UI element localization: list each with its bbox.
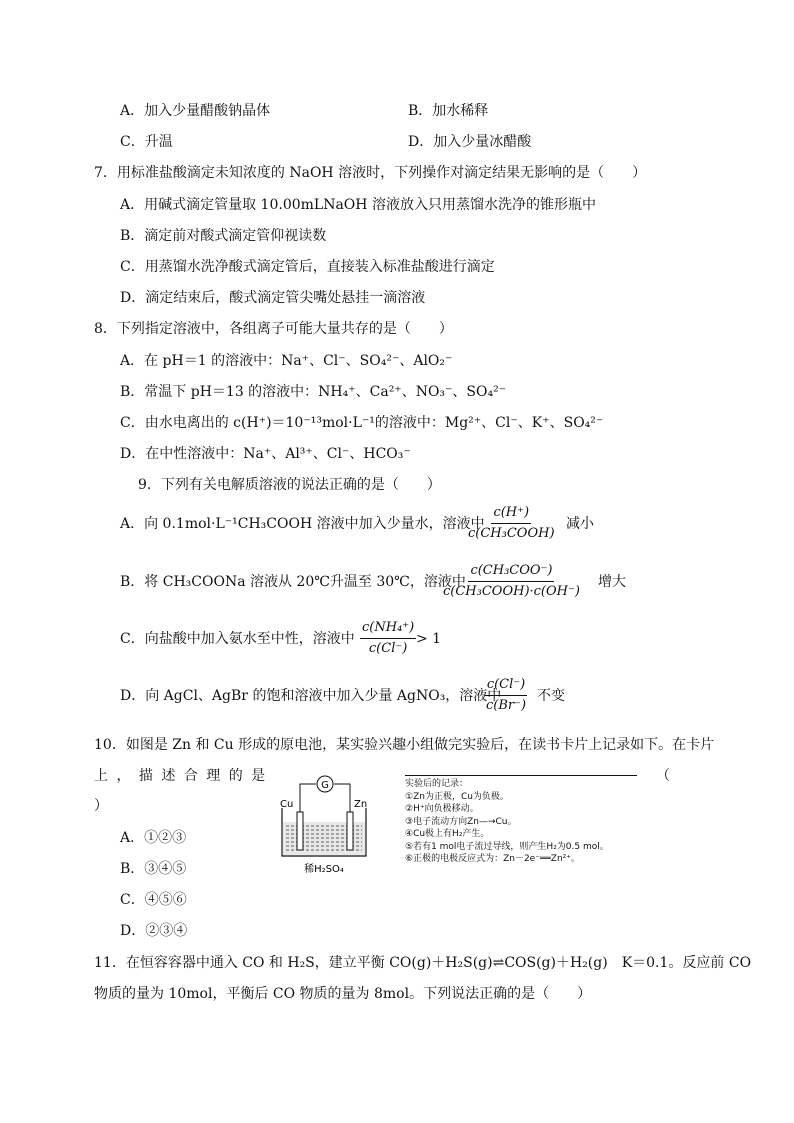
q10-stem-line2: 上 ， 描 述 合 理 的 是 [94, 768, 268, 784]
q9-b-fraction [441, 562, 582, 601]
q9-c-denominator: c(Cl⁻) [368, 641, 408, 656]
q9-option-b-suffix: 增大 [598, 574, 626, 590]
q7-option-a: A．用碱式滴定管量取 10.00mLNaOH 溶液放入只用蒸馏水洗净的锥形瓶中 [120, 197, 596, 213]
solution-label: 稀H₂SO₄ [304, 864, 344, 875]
q7-option-d: D．滴定结束后，酸式滴定管尖嘴处悬挂一滴溶液 [120, 290, 426, 306]
q9-stem: 9．下列有关电解质溶液的说法正确的是（ ） [138, 477, 441, 493]
q9-option-c-text: C．向盐酸中加入氨水至中性，溶液中 [120, 631, 355, 647]
q6-option-d: D．加入少量冰醋酸 [408, 134, 532, 150]
q9-a-fraction [466, 504, 557, 543]
q9-d-numerator: c(Cl⁻) [485, 676, 527, 696]
record-item: ④Cu极上有H₂产生。 [405, 829, 490, 839]
cu-electrode-label: Cu [280, 799, 294, 810]
q9-b-numerator: c(CH₃COO⁻) [468, 562, 554, 582]
q9-option-d-suffix: 不变 [537, 688, 565, 704]
q6-option-b: B．加水稀释 [408, 103, 489, 119]
q10-paren-open: （ [656, 768, 670, 784]
zn-electrode-label: Zn [354, 799, 368, 810]
record-item: ⑤若有1 mol电子流过导线，则产生H₂为0.5 mol。 [405, 841, 609, 852]
q6-option-c: C．升温 [120, 134, 173, 150]
q10-paren-close: ） [94, 798, 108, 814]
q10-stem-line1: 10．如图是 Zn 和 Cu 形成的原电池，某实验兴趣小组做完实验后，在读书卡片上记录如下。在卡片 [94, 737, 715, 753]
record-title: 实验后的记录： [405, 779, 469, 789]
q9-c-numerator: c(NH₄⁺) [360, 619, 416, 639]
galvanometer-label: G [321, 780, 329, 791]
q8-option-d: D．在中性溶液中：Na⁺、Al³⁺、Cl⁻、HCO₃⁻ [120, 446, 411, 462]
q8-option-b: B．常温下 pH＝13 的溶液中：NH₄⁺、Ca²⁺、NO₃⁻、SO₄²⁻ [120, 384, 507, 400]
q11-line2: 物质的量为 10mol，平衡后 CO 物质的量为 8mol。下列说法正确的是（ ） [94, 986, 592, 1002]
experiment-record-card [405, 775, 637, 866]
q9-a-denominator: c(CH₃COOH) [468, 526, 555, 541]
q7-option-b: B．滴定前对酸式滴定管仰视读数 [120, 228, 327, 244]
q9-option-a-suffix: 减小 [566, 516, 594, 532]
record-item: ⑥正极的电极反应式为：Zn－2e⁻══Zn²⁺。 [405, 854, 581, 864]
q9-b-denominator: c(CH₃COOH)·c(OH⁻) [443, 584, 580, 599]
q9-a-numerator: c(H⁺) [491, 504, 531, 524]
q9-d-fraction [484, 676, 528, 715]
q8-option-a: A．在 pH＝1 的溶液中：Na⁺、Cl⁻、SO₄²⁻、AlO₂⁻ [120, 353, 453, 369]
q10-option-c: C．④⑤⑥ [120, 892, 187, 908]
q6-option-a: A．加入少量醋酸钠晶体 [120, 103, 271, 119]
q7-stem: 7．用标准盐酸滴定未知浓度的 NaOH 溶液时，下列操作对滴定结果无影响的是（ ） [94, 165, 647, 181]
q9-option-c-suffix: > 1 [416, 631, 442, 647]
cu-electrode [297, 812, 303, 850]
q10-option-d: D．②③④ [120, 923, 188, 939]
q9-option-a-text: A．向 0.1mol·L⁻¹CH₃COOH 溶液中加入少量水，溶液中 [120, 516, 485, 532]
q11-line1: 11．在恒容容器中通入 CO 和 H₂S，建立平衡 CO(g)＋H₂S(g)⇌COS(g)＋H₂(g) K＝0.1。反应前 CO [94, 955, 752, 971]
record-item: ②H⁺向负极移动。 [405, 804, 479, 814]
galvanic-cell-diagram [270, 772, 380, 878]
q10-option-b: B．③④⑤ [120, 861, 187, 877]
record-item: ③电子流动方向Zn—→Cu。 [405, 816, 517, 827]
q8-option-c: C．由水电离出的 c(H⁺)＝10⁻¹³mol·L⁻¹的溶液中：Mg²⁺、Cl⁻、K⁺、SO₄²⁻ [120, 415, 604, 431]
q7-option-c: C．用蒸馏水洗净酸式滴定管后，直接装入标准盐酸进行滴定 [120, 259, 495, 275]
zn-electrode [347, 812, 353, 850]
q9-option-d-text: D．向 AgCl、AgBr 的饱和溶液中加入少量 AgNO₃，溶液中 [120, 688, 502, 704]
q10-option-a: A．①②③ [120, 830, 187, 846]
q9-c-fraction [360, 619, 416, 658]
q9-option-b-text: B．将 CH₃COONa 溶液从 20℃升温至 30℃，溶液中 [120, 574, 466, 590]
record-item: ①Zn为正极，Cu为负极。 [405, 791, 509, 802]
q8-stem: 8．下列指定溶液中，各组离子可能大量共存的是（ ） [94, 321, 453, 337]
q9-d-denominator: c(Br⁻) [486, 698, 527, 713]
